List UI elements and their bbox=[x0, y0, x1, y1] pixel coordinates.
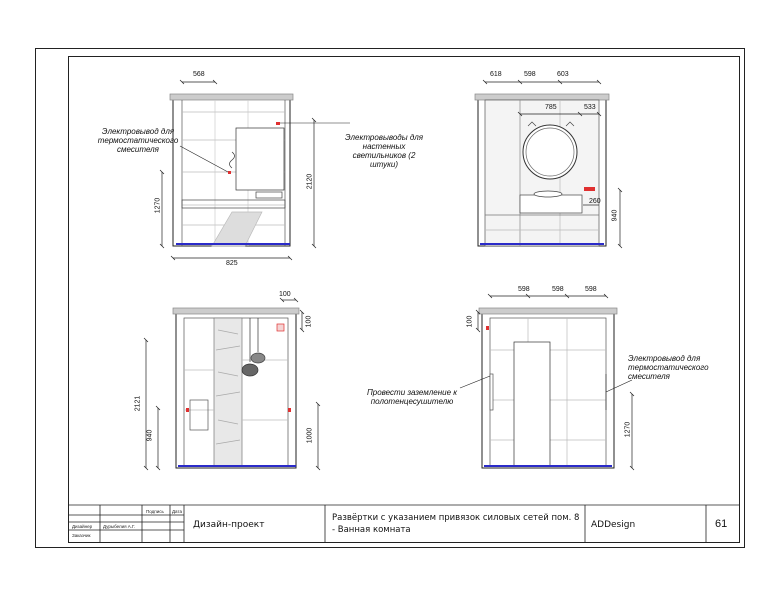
dim-bottom-left-top: 100 bbox=[279, 291, 291, 298]
dim-bottom-right-top2: 598 bbox=[552, 286, 564, 293]
dim-top-right-top2: 598 bbox=[524, 71, 536, 78]
dim-bottom-right-top1: 598 bbox=[518, 286, 530, 293]
dim-bottom-right-topv: 100 bbox=[466, 315, 474, 328]
dim-bottom-left-right: 1000 bbox=[306, 427, 314, 444]
elevation-bottom-right bbox=[460, 294, 634, 470]
dim-top-right-mid2: 533 bbox=[584, 104, 596, 111]
dim-top-right-top1: 618 bbox=[490, 71, 502, 78]
dim-top-left-right: 2120 bbox=[306, 173, 314, 190]
elevation-top-left bbox=[160, 80, 350, 260]
tb-role-client: Заказчик bbox=[72, 533, 91, 538]
tb-col-sign: Подпись bbox=[146, 509, 164, 514]
note-grounding: Провести заземление к полотенцесушителю bbox=[366, 388, 458, 406]
dim-bottom-left-topv: 100 bbox=[305, 315, 313, 328]
dim-top-right-right: 940 bbox=[611, 209, 619, 222]
tb-role-designer: Дизайнер bbox=[72, 524, 93, 529]
note-thermostatic-mixer-top: Электровывод для термостатического смесителя bbox=[97, 127, 179, 154]
note-wall-lights: Электровыводы для настенных светильников (2 штуки) bbox=[344, 133, 424, 169]
tb-page-number: 61 bbox=[715, 518, 728, 530]
dim-bottom-right-right: 1270 bbox=[624, 421, 632, 438]
dim-bottom-left-tall: 2121 bbox=[134, 395, 142, 412]
elevation-bottom-left bbox=[144, 298, 320, 470]
dim-top-right-top3: 603 bbox=[557, 71, 569, 78]
dim-top-left-top: 568 bbox=[193, 71, 205, 78]
dim-top-right-inner: 260 bbox=[589, 198, 601, 205]
dim-bottom-right-top3: 598 bbox=[585, 286, 597, 293]
tb-name-designer: Дурыбелия А.Г. bbox=[103, 524, 136, 529]
dim-bottom-left-short: 940 bbox=[146, 429, 154, 442]
dim-top-left-bottom: 825 bbox=[226, 260, 238, 267]
dim-top-right-mid1: 785 bbox=[545, 104, 557, 111]
tb-col-date: Дата bbox=[172, 509, 182, 514]
dim-top-left-left: 1270 bbox=[154, 197, 162, 214]
note-thermostatic-mixer-bottom: Электровывод для термостатического смесителя bbox=[628, 354, 709, 381]
tb-company: ADDesign bbox=[591, 520, 636, 530]
tb-project: Дизайн-проект bbox=[193, 520, 265, 530]
tb-sheet-title: Развёртки с указанием привязок силовых сетей пом. 8 - Ванная комната bbox=[332, 513, 580, 535]
